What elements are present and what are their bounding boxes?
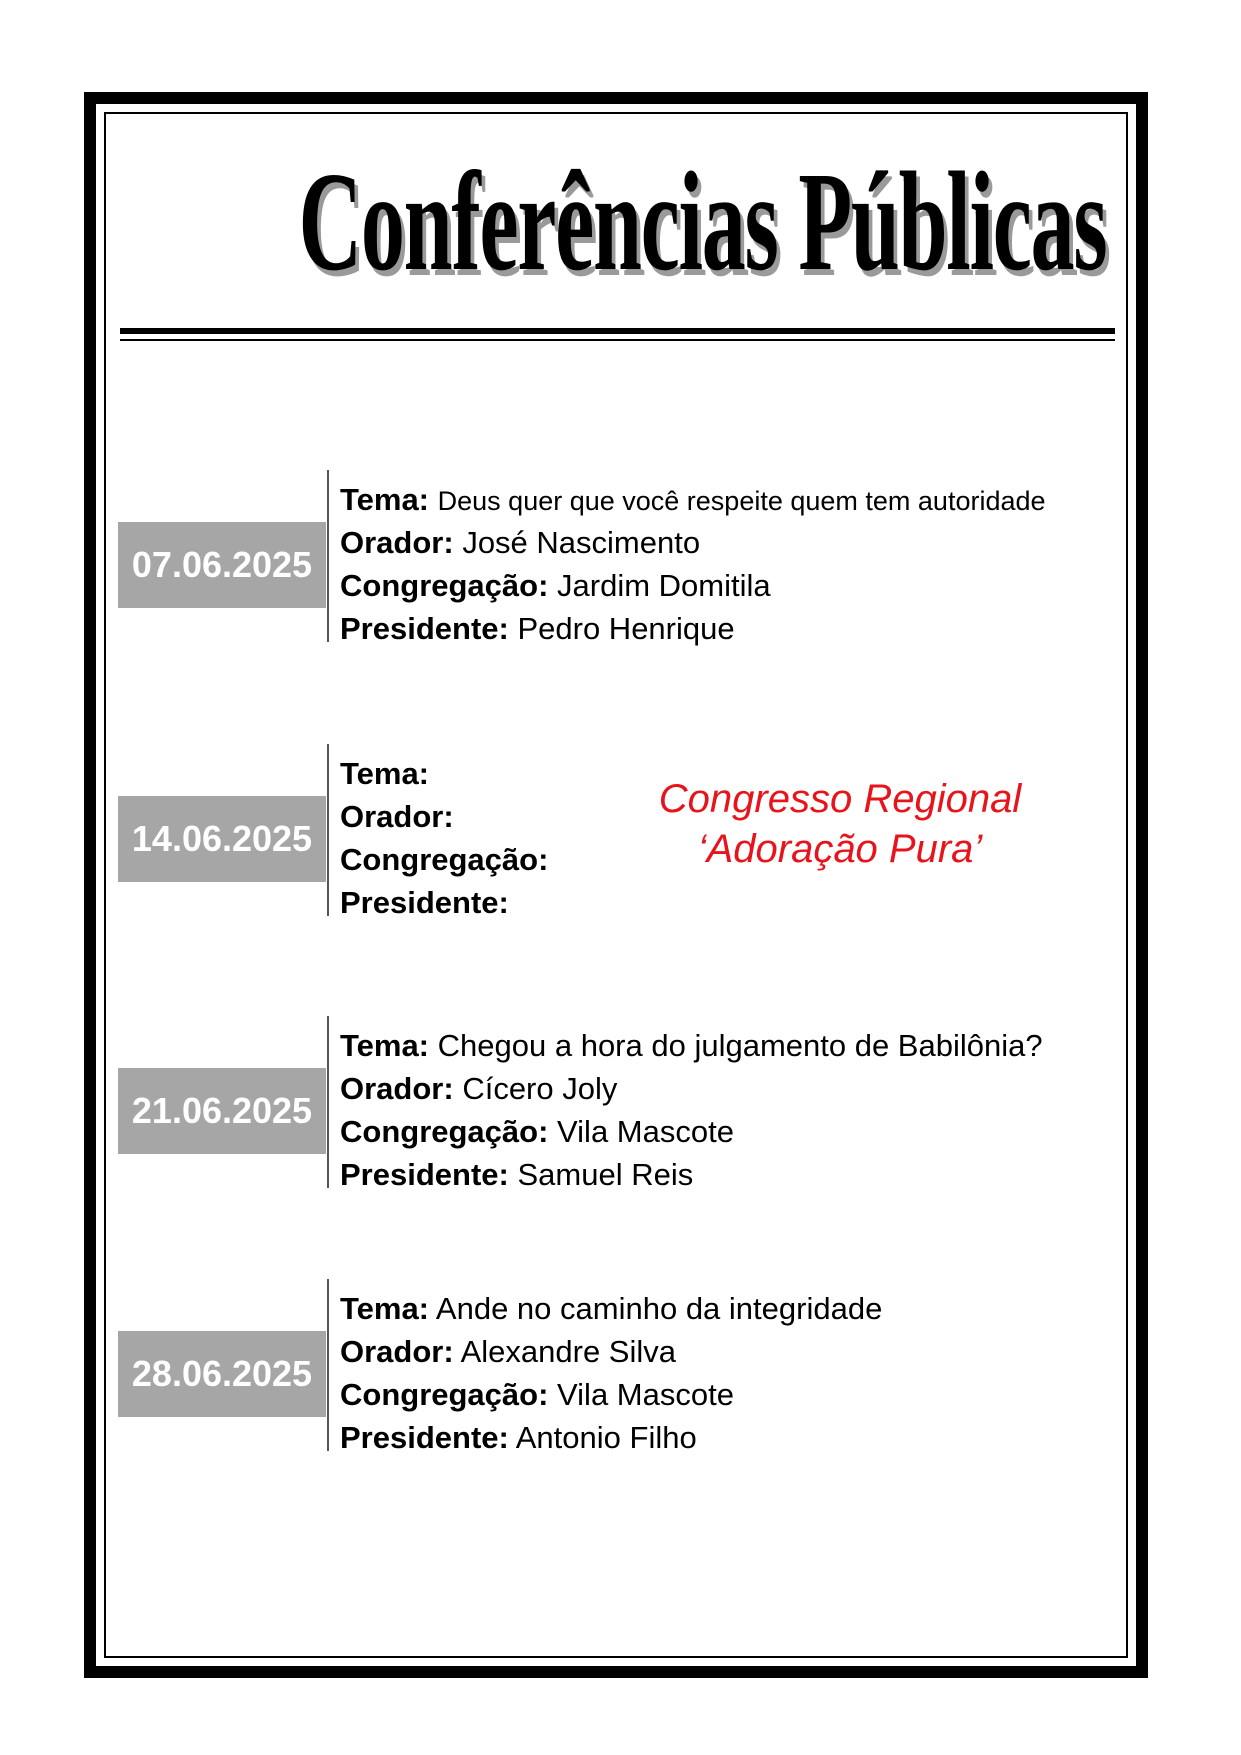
event-note [610,774,1070,874]
tema-row [340,1024,1120,1067]
tema-value: Chegou a hora do julgamento de Babilônia? [437,1028,1043,1063]
orador-value: Cícero Joly [462,1071,618,1106]
presidente-row [340,607,1120,650]
orador-row [340,521,1120,564]
presidente-label: Presidente: [340,1420,509,1455]
congregacao-value: Vila Mascote [557,1377,734,1412]
page-title: Conferências Públicas [298,142,1107,300]
event-note-line-2: ‘Adoração Pura’ [697,827,983,871]
entry-details [340,1287,1120,1459]
tema-label: Tema: [340,482,430,517]
tema-value: Deus quer que você respeite quem tem autoridade [437,486,1046,516]
presidente-label: Presidente: [340,885,509,920]
congregacao-value: Vila Mascote [557,1114,734,1149]
tema-row [340,478,1120,521]
date-badge: 21.06.2025 [118,1068,326,1154]
title-divider-thick [120,328,1115,334]
entry-divider [327,1016,329,1188]
entry-divider [327,744,329,916]
presidente-value: Samuel Reis [517,1157,694,1192]
orador-label: Orador: [340,799,454,834]
presidente-row [340,881,1120,924]
entry-details [340,1024,1120,1196]
congregacao-row [340,1373,1120,1416]
date-badge: 14.06.2025 [118,796,326,882]
presidente-value: Antonio Filho [515,1420,697,1455]
presidente-value: Pedro Henrique [517,611,735,646]
congregacao-label: Congregação: [340,568,549,603]
tema-value: Ande no caminho da integridade [435,1291,883,1326]
presidente-row [340,1416,1120,1459]
congregacao-row [340,1110,1120,1153]
presidente-label: Presidente: [340,1157,509,1192]
event-note-line-1: Congresso Regional [658,777,1022,821]
tema-row [340,1287,1120,1330]
congregacao-label: Congregação: [340,1114,549,1149]
date-badge: 07.06.2025 [118,522,326,608]
date-badge: 28.06.2025 [118,1331,326,1417]
orador-label: Orador: [340,1334,454,1369]
orador-label: Orador: [340,525,454,560]
congregacao-label: Congregação: [340,1377,549,1412]
congregacao-label: Congregação: [340,842,549,877]
entry-divider [327,1279,329,1451]
orador-row [340,1330,1120,1373]
congregacao-value: Jardim Domitila [557,568,771,603]
orador-value: Alexandre Silva [460,1334,676,1369]
tema-label: Tema: [340,756,430,791]
header [104,130,1128,310]
entry-details [340,478,1120,650]
tema-label: Tema: [340,1291,430,1326]
congregacao-row [340,564,1120,607]
title-divider-thin [120,339,1115,341]
tema-label: Tema: [340,1028,430,1063]
orador-row [340,1067,1120,1110]
orador-label: Orador: [340,1071,454,1106]
presidente-row [340,1153,1120,1196]
entry-divider [327,470,329,642]
orador-value: José Nascimento [462,525,701,560]
presidente-label: Presidente: [340,611,509,646]
